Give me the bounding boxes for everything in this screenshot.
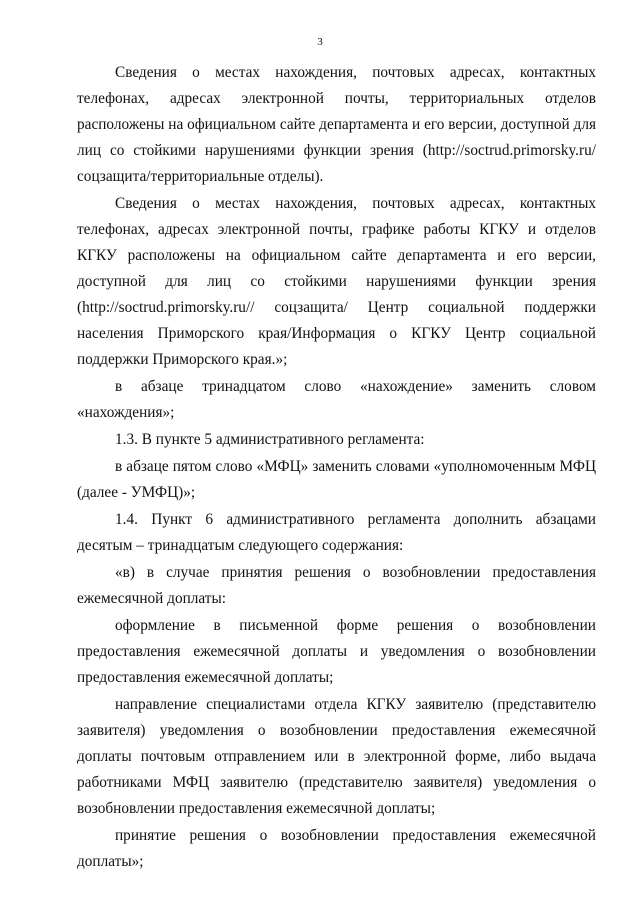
paragraph-decision-adoption: принятие решения о возобновлении предоставления ежемесячной доплаты»; xyxy=(77,827,596,870)
paragraph-notification-delivery: направление специалистами отдела КГКУ заявителю (представителю заявителя) уведомления о возобновлении предоставления ежемесячной доплаты почтовым отправлением или в электронной форме, либо выдача работниками МФЦ заявителю (представителю заявителя) уведомления о возобновлении предоставления ежемесячной доплаты; xyxy=(77,696,596,817)
paragraph-kgku-info: Сведения о местах нахождения, почтовых адресах, контактных телефонах, адресах электронной почты, графике работы КГКУ и отделов КГКУ расположены на официальном сайте департамента и его версии, доступной для лиц со стойкими нарушениями функции зрения (http://soctrud.primorsky.ru// соцзащита/ Центр социальной поддержки населения Приморского края/Информация о КГКУ Центр социальной поддержки Приморского края.»; xyxy=(77,195,596,368)
paragraph-decision-formalization: оформление в письменной форме решения о возобновлении предоставления ежемесячной доплаты и уведомления о возобновлении предоставления ежемесячной доплаты; xyxy=(77,617,596,686)
paragraph-subitem-v: «в) в случае принятия решения о возобновлении предоставления ежемесячной доплаты: xyxy=(77,564,596,607)
paragraph-territorial-offices: Сведения о местах нахождения, почтовых адресах, контактных телефонах, адресах электронной почты, территориальных отделов расположены на официальном сайте департамента и его версии, доступной для лиц со стойкими нарушениями функции зрения (http://soctrud.primorsky.ru/ соцзащита/территориальные отделы). xyxy=(77,64,596,185)
paragraph-item-1-4: 1.4. Пункт 6 административного регламента дополнить абзацами десятым – тринадцатым следующего содержания: xyxy=(77,511,596,554)
paragraph-mfc-replacement: в абзаце пятом слово «МФЦ» заменить словами «уполномоченным МФЦ (далее - УМФЦ)»; xyxy=(77,458,596,501)
paragraph-item-1-3: 1.3. В пункте 5 административного регламента: xyxy=(115,431,425,448)
document-body xyxy=(77,60,596,875)
paragraph-thirteenth-abzats: в абзаце тринадцатом слово «нахождение» заменить словом «нахождения»; xyxy=(77,378,596,421)
page-number: 3 xyxy=(317,36,323,48)
